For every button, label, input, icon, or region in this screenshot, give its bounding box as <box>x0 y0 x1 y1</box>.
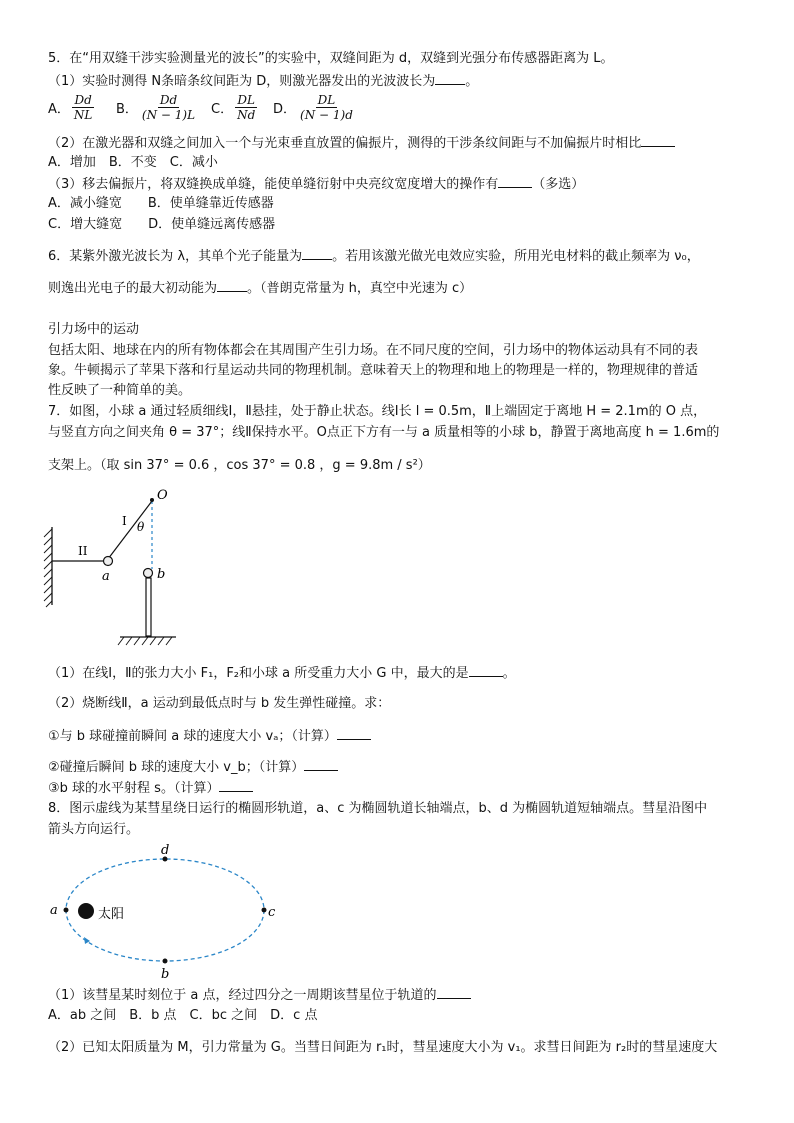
q5-option-d: D． $\frac{DL}{(N - 1)d}$ <box>273 93 353 122</box>
q7-sub3: ③b 球的水平射程 s。（计算） <box>48 780 253 797</box>
ball-b <box>144 569 153 578</box>
orbit-figure <box>44 838 284 983</box>
q8-part1: （1）该彗星某时刻位于 a 点，经过四分之一周期该彗星位于轨道的 <box>48 987 471 1004</box>
answer-blank <box>337 728 371 740</box>
q5-option-b: B． $\frac{Dd}{(N - 1)L}$ <box>116 93 196 122</box>
q6-line2: 则逸出光电子的最大初动能为 。（普朗克常量为 h，真空中光速为 c） <box>48 281 473 296</box>
q5-option-a: A． $\frac{Dd}{NL}$ <box>48 93 93 122</box>
q7-line3: 支架上。（取 sin 37° = 0.6 ，cos 37° = 0.8 ，g = 9.8m / s²） <box>48 458 431 473</box>
q5-part1: （1）实验时测得 N条暗条纹间距为 D，则激光器发出的光波波长为 。 <box>48 74 479 89</box>
sun-icon <box>78 903 94 919</box>
point-c <box>262 908 267 913</box>
q7-line2: 与竖直方向之间夹角 θ = 37°；线Ⅱ保持水平。O点正下方有一与 a 质量相等的小球 b，静置于离地高度 h = 1.6m的 <box>48 425 720 440</box>
q7-sub2: ②碰撞后瞬间 b 球的速度大小 v_b；（计算） <box>48 759 338 776</box>
answer-blank <box>498 176 532 188</box>
q8-line2: 箭头方向运行。 <box>48 822 140 837</box>
label-o: O <box>157 488 168 503</box>
orbit-ellipse <box>66 859 264 961</box>
answer-blank <box>217 280 247 292</box>
ground-hatching <box>118 637 172 645</box>
answer-blank <box>437 987 471 999</box>
q7-sub1: ①与 b 球碰撞前瞬间 a 球的速度大小 vₐ；（计算） <box>48 728 371 745</box>
q5-part3-options-row1: A．减小缝宽 B．使单缝靠近传感器 <box>48 196 274 211</box>
point-o <box>150 498 154 502</box>
pendulum-figure <box>40 485 190 650</box>
answer-blank <box>219 780 253 792</box>
label-d: d <box>161 843 170 858</box>
q7-part2: （2）烧断线Ⅱ，a 运动到最低点时与 b 发生弹性碰撞。求： <box>48 696 391 711</box>
label-string-ii: II <box>78 544 88 558</box>
q7-part1: （1）在线Ⅰ，Ⅱ的张力大小 F₁，F₂和小球 a 所受重力大小 G 中，最大的是 。 <box>48 666 516 681</box>
section-para-line1: 包括太阳、地球在内的所有物体都会在其周围产生引力场。在不同尺度的空间，引力场中的物体运动具有不同的表 <box>48 343 699 358</box>
label-a: a <box>102 569 110 584</box>
support-stand <box>146 578 151 636</box>
q5-part3: （3）移去偏振片，将双缝换成单缝，能使单缝衍射中央亮纹宽度增大的操作有 （多选） <box>48 177 585 192</box>
q5-part3-options-row2: C．增大缝宽 D．使单缝远离传感器 <box>48 217 276 232</box>
section-title: 引力场中的运动 <box>48 322 140 337</box>
label-a: a <box>50 903 58 918</box>
wall-hatching <box>44 529 52 607</box>
q5-stem: 5．在“用双缝干涉实验测量光的波长”的实验中，双缝间距为 d，双缝到光强分布传感器距离为 L。 <box>48 51 614 66</box>
answer-blank <box>641 135 675 147</box>
section-para-line3: 性反映了一种简单的美。 <box>48 383 192 398</box>
q5-part2-options: A．增加 B．不变 C．减小 <box>48 155 218 170</box>
q8-part2: （2）已知太阳质量为 M，引力常量为 G。当彗日间距为 r₁时，彗星速度大小为 v₁。求彗日间距为 r₂时的彗星速度大 <box>48 1040 718 1055</box>
answer-blank <box>304 759 338 771</box>
section-para-line2: 象。牛顿揭示了苹果下落和行星运动共同的物理机制。意味着天上的物理和地上的物理是一样的，物理规律的普适 <box>48 363 699 378</box>
label-theta: θ <box>137 520 145 534</box>
label-string-i: I <box>122 514 127 528</box>
point-b <box>163 959 168 964</box>
string-i <box>108 501 152 559</box>
answer-blank <box>302 248 332 260</box>
q6-line1: 6．某紫外激光波长为 λ，其单个光子能量为 。若用该激光做光电效应实验，所用光电材料的截止频率为 ν₀， <box>48 249 700 264</box>
answer-blank <box>469 665 503 677</box>
answer-blank <box>435 73 465 85</box>
label-b: b <box>157 567 166 582</box>
point-a <box>64 908 69 913</box>
q7-line1: 7．如图，小球 a 通过轻质细线Ⅰ，Ⅱ悬挂，处于静止状态。线Ⅰ长 l = 0.5m，Ⅱ上端固定于离地 H = 2.1m的 O 点， <box>48 404 707 419</box>
q8-line1: 8．图示虚线为某彗星绕日运行的椭圆形轨道，a、c 为椭圆轨道长轴端点，b、d 为椭圆轨道短轴端点。彗星沿图中 <box>48 801 708 816</box>
q5-part2: （2）在激光器和双缝之间加入一个与光束垂直放置的偏振片，测得的干涉条纹间距与不加偏振片时相比 <box>48 135 675 152</box>
label-sun: 太阳 <box>98 907 125 922</box>
ball-a <box>104 557 113 566</box>
label-c: c <box>268 905 276 920</box>
label-b: b <box>161 967 170 982</box>
q8-part1-options: A．ab 之间 B．b 点 C．bc 之间 D．c 点 <box>48 1008 318 1023</box>
q5-option-c: C． $\frac{DL}{Nd}$ <box>211 93 256 122</box>
